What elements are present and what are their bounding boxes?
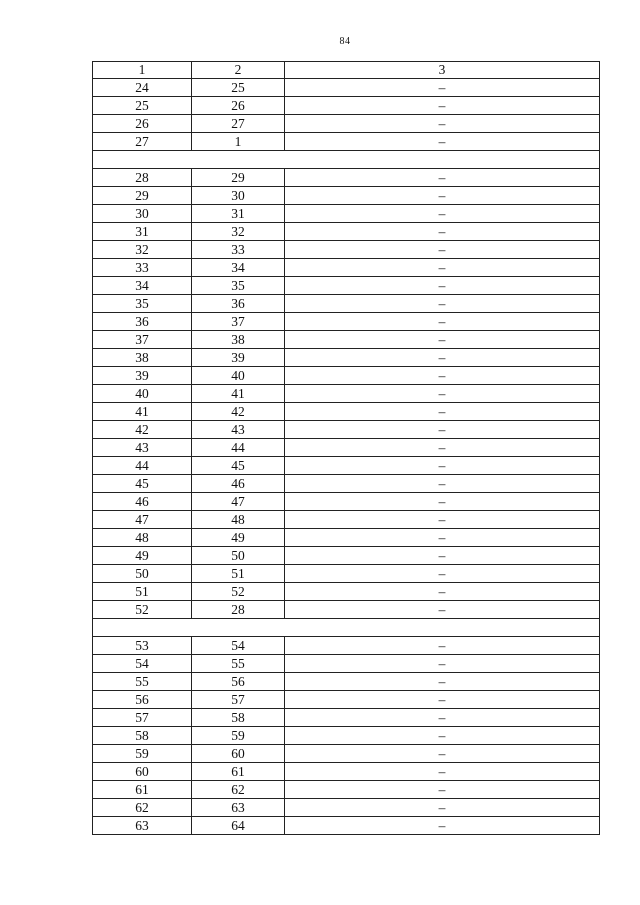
table-cell-col-1: 55	[93, 673, 192, 691]
table-row	[93, 295, 600, 313]
table-cell-col-2: 62	[192, 781, 285, 799]
table-cell-col-1: 28	[93, 169, 192, 187]
table-cell-col-1: 40	[93, 385, 192, 403]
table-cell-col-1: 46	[93, 493, 192, 511]
table-cell-col-2: 47	[192, 493, 285, 511]
column-header: 1	[93, 62, 192, 79]
table-row	[93, 781, 600, 799]
table-cell-col-3: –	[285, 367, 600, 385]
table-row	[93, 529, 600, 547]
table-row	[93, 79, 600, 97]
table-cell-col-1: 51	[93, 583, 192, 601]
table-cell-col-2: 1	[192, 133, 285, 151]
group-separator-cell	[93, 151, 600, 169]
table-cell-col-3: –	[285, 97, 600, 115]
table-row	[93, 727, 600, 745]
table-cell-col-1: 26	[93, 115, 192, 133]
table-cell-col-3: –	[285, 601, 600, 619]
table-cell-col-2: 49	[192, 529, 285, 547]
table-cell-col-1: 25	[93, 97, 192, 115]
table-cell-col-2: 64	[192, 817, 285, 835]
table-cell-col-1: 37	[93, 331, 192, 349]
table-cell-col-3: –	[285, 529, 600, 547]
table-cell-col-2: 35	[192, 277, 285, 295]
column-header: 3	[285, 62, 600, 79]
table-row	[93, 475, 600, 493]
table-cell-col-1: 30	[93, 205, 192, 223]
table-cell-col-2: 40	[192, 367, 285, 385]
table-cell-col-3: –	[285, 655, 600, 673]
table-cell-col-3: –	[285, 691, 600, 709]
table-row	[93, 169, 600, 187]
table-row	[93, 439, 600, 457]
table-cell-col-3: –	[285, 133, 600, 151]
table-row	[93, 277, 600, 295]
table-cell-col-3: –	[285, 205, 600, 223]
table-cell-col-3: –	[285, 277, 600, 295]
table-row	[93, 763, 600, 781]
table-cell-col-1: 61	[93, 781, 192, 799]
table-cell-col-2: 42	[192, 403, 285, 421]
table-cell-col-1: 47	[93, 511, 192, 529]
table-cell-col-2: 50	[192, 547, 285, 565]
table-cell-col-2: 30	[192, 187, 285, 205]
group-separator-row	[93, 619, 600, 637]
table-cell-col-2: 41	[192, 385, 285, 403]
table-cell-col-3: –	[285, 745, 600, 763]
table-cell-col-1: 33	[93, 259, 192, 277]
table-cell-col-3: –	[285, 349, 600, 367]
table-cell-col-2: 26	[192, 97, 285, 115]
table-cell-col-2: 58	[192, 709, 285, 727]
table-cell-col-3: –	[285, 583, 600, 601]
table-cell-col-1: 52	[93, 601, 192, 619]
table-cell-col-2: 43	[192, 421, 285, 439]
table-cell-col-2: 46	[192, 475, 285, 493]
group-separator-row	[93, 151, 600, 169]
table-row	[93, 745, 600, 763]
table-row	[93, 511, 600, 529]
table-cell-col-1: 34	[93, 277, 192, 295]
table-row	[93, 313, 600, 331]
table-cell-col-2: 52	[192, 583, 285, 601]
table-cell-col-1: 59	[93, 745, 192, 763]
table-cell-col-1: 53	[93, 637, 192, 655]
table-cell-col-1: 56	[93, 691, 192, 709]
table-cell-col-1: 29	[93, 187, 192, 205]
table-row	[93, 457, 600, 475]
table-cell-col-2: 63	[192, 799, 285, 817]
table-cell-col-2: 55	[192, 655, 285, 673]
table-cell-col-1: 43	[93, 439, 192, 457]
table-cell-col-3: –	[285, 673, 600, 691]
table-cell-col-3: –	[285, 817, 600, 835]
table-body	[93, 62, 600, 835]
table-cell-col-2: 34	[192, 259, 285, 277]
table-cell-col-2: 36	[192, 295, 285, 313]
table-cell-col-3: –	[285, 511, 600, 529]
table-cell-col-3: –	[285, 259, 600, 277]
table-cell-col-1: 54	[93, 655, 192, 673]
data-table	[92, 61, 600, 835]
table-row	[93, 817, 600, 835]
table-row	[93, 493, 600, 511]
table-cell-col-2: 29	[192, 169, 285, 187]
table-cell-col-2: 45	[192, 457, 285, 475]
table-cell-col-2: 25	[192, 79, 285, 97]
table-cell-col-2: 33	[192, 241, 285, 259]
table-row	[93, 403, 600, 421]
table-cell-col-3: –	[285, 709, 600, 727]
table-cell-col-2: 54	[192, 637, 285, 655]
table-row	[93, 601, 600, 619]
table-cell-col-1: 60	[93, 763, 192, 781]
table-row	[93, 691, 600, 709]
table-row	[93, 241, 600, 259]
table-row	[93, 205, 600, 223]
table-cell-col-2: 28	[192, 601, 285, 619]
table-cell-col-1: 31	[93, 223, 192, 241]
table-cell-col-3: –	[285, 241, 600, 259]
table-cell-col-2: 31	[192, 205, 285, 223]
header-row	[93, 62, 600, 79]
table-cell-col-1: 39	[93, 367, 192, 385]
table-cell-col-3: –	[285, 799, 600, 817]
table-row	[93, 547, 600, 565]
table-cell-col-1: 62	[93, 799, 192, 817]
table-cell-col-3: –	[285, 421, 600, 439]
table-cell-col-1: 42	[93, 421, 192, 439]
table-cell-col-3: –	[285, 637, 600, 655]
table-cell-col-3: –	[285, 79, 600, 97]
table-row	[93, 421, 600, 439]
table-cell-col-1: 32	[93, 241, 192, 259]
table-cell-col-3: –	[285, 763, 600, 781]
table-row	[93, 637, 600, 655]
table-row	[93, 97, 600, 115]
table-cell-col-1: 48	[93, 529, 192, 547]
table-cell-col-3: –	[285, 565, 600, 583]
table-cell-col-3: –	[285, 295, 600, 313]
table-row	[93, 223, 600, 241]
table-cell-col-3: –	[285, 475, 600, 493]
table-cell-col-3: –	[285, 781, 600, 799]
table-cell-col-3: –	[285, 385, 600, 403]
table-cell-col-1: 57	[93, 709, 192, 727]
table-row	[93, 673, 600, 691]
table-cell-col-3: –	[285, 457, 600, 475]
table-cell-col-2: 57	[192, 691, 285, 709]
table-cell-col-1: 35	[93, 295, 192, 313]
table-row	[93, 385, 600, 403]
table-cell-col-2: 61	[192, 763, 285, 781]
table-cell-col-3: –	[285, 313, 600, 331]
table-cell-col-3: –	[285, 727, 600, 745]
table-cell-col-2: 32	[192, 223, 285, 241]
table-cell-col-3: –	[285, 223, 600, 241]
table-row	[93, 709, 600, 727]
table-cell-col-2: 56	[192, 673, 285, 691]
table-cell-col-3: –	[285, 115, 600, 133]
table-cell-col-1: 36	[93, 313, 192, 331]
table-cell-col-1: 44	[93, 457, 192, 475]
table-cell-col-3: –	[285, 403, 600, 421]
table-cell-col-1: 58	[93, 727, 192, 745]
table-cell-col-2: 27	[192, 115, 285, 133]
table-cell-col-3: –	[285, 331, 600, 349]
table-row	[93, 799, 600, 817]
table-cell-col-1: 63	[93, 817, 192, 835]
table-row	[93, 655, 600, 673]
table-cell-col-1: 38	[93, 349, 192, 367]
table-cell-col-3: –	[285, 493, 600, 511]
table-row	[93, 349, 600, 367]
table-cell-col-3: –	[285, 547, 600, 565]
column-header: 2	[192, 62, 285, 79]
table-row	[93, 133, 600, 151]
page-number: 84	[339, 36, 351, 47]
table-cell-col-1: 41	[93, 403, 192, 421]
table-row	[93, 259, 600, 277]
table-row	[93, 115, 600, 133]
table-cell-col-2: 38	[192, 331, 285, 349]
table-cell-col-1: 49	[93, 547, 192, 565]
table-cell-col-2: 60	[192, 745, 285, 763]
table-cell-col-2: 59	[192, 727, 285, 745]
table-cell-col-2: 37	[192, 313, 285, 331]
table-row	[93, 367, 600, 385]
table-cell-col-3: –	[285, 439, 600, 457]
table-cell-col-1: 27	[93, 133, 192, 151]
table-cell-col-2: 51	[192, 565, 285, 583]
table-cell-col-1: 50	[93, 565, 192, 583]
table-row	[93, 583, 600, 601]
table-row	[93, 331, 600, 349]
table-cell-col-1: 45	[93, 475, 192, 493]
group-separator-cell	[93, 619, 600, 637]
table-cell-col-2: 44	[192, 439, 285, 457]
table-row	[93, 565, 600, 583]
table-cell-col-2: 39	[192, 349, 285, 367]
table-cell-col-2: 48	[192, 511, 285, 529]
table-cell-col-3: –	[285, 187, 600, 205]
table-cell-col-1: 24	[93, 79, 192, 97]
table-row	[93, 187, 600, 205]
table-cell-col-3: –	[285, 169, 600, 187]
